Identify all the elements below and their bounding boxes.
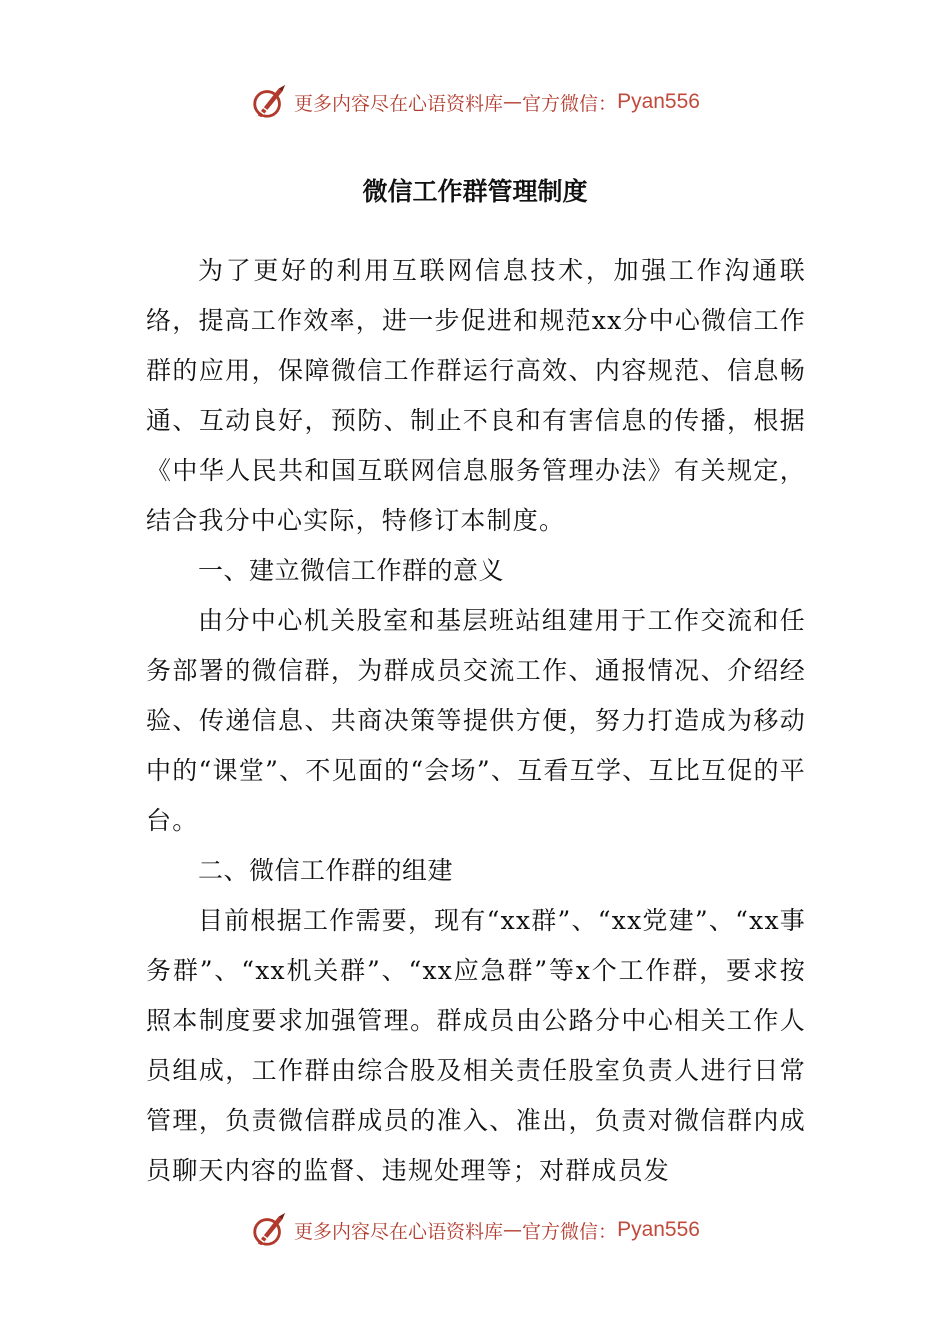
document-body <box>146 246 806 1196</box>
quill-pen-logo-icon <box>250 1211 288 1249</box>
section-heading-1: 一、建立微信工作群的意义 <box>198 556 505 585</box>
watermark-label: 官方微信： <box>522 1220 618 1243</box>
section-heading-2: 二、微信工作群的组建 <box>198 856 454 885</box>
quill-pen-logo-icon <box>250 83 288 121</box>
watermark-separator: — <box>503 91 523 113</box>
watermark-banner-top <box>0 80 950 124</box>
watermark-wechat-id: Pyan556 <box>617 90 700 113</box>
watermark-separator: — <box>503 1219 523 1241</box>
watermark-wechat-id: Pyan556 <box>617 1218 700 1241</box>
section-paragraph-2: 目前根据工作需要，现有“xx群”、“xx党建”、“xx事务群”、“xx机关群”、“xx应急群”等x个工作群，要求按照本制度要求加强管理。群成员由公路分中心相关工作人员组成，工作群由综合股及相关责任股室负责人进行日常管理，负责微信群成员的准入、准出，负责对微信群内成员聊天内容的监督、违规处理等；对群成员发 <box>146 906 806 1185</box>
section-paragraph-1: 由分中心机关股室和基层班站组建用于工作交流和任务部署的微信群，为群成员交流工作、通报情况、介绍经验、传递信息、共商决策等提供方便，努力打造成为移动中的“课堂”、不见面的“会场”、互看互学、互比互促的平台。 <box>146 606 806 835</box>
watermark-label: 官方微信： <box>522 92 618 115</box>
watermark-text: 更多内容尽在心语资料库 <box>294 1220 504 1243</box>
document-title: 微信工作群管理制度 <box>362 177 588 206</box>
watermark-banner-bottom <box>0 1208 950 1252</box>
intro-paragraph: 为了更好的利用互联网信息技术，加强工作沟通联络，提高工作效率，进一步促进和规范xx分中心微信工作群的应用，保障微信工作群运行高效、内容规范、信息畅通、互动良好，预防、制止不良和有害信息的传播，根据《中华人民共和国互联网信息服务管理办法》有关规定，结合我分中心实际，特修订本制度。 <box>146 256 806 535</box>
watermark-text: 更多内容尽在心语资料库 <box>294 92 504 115</box>
